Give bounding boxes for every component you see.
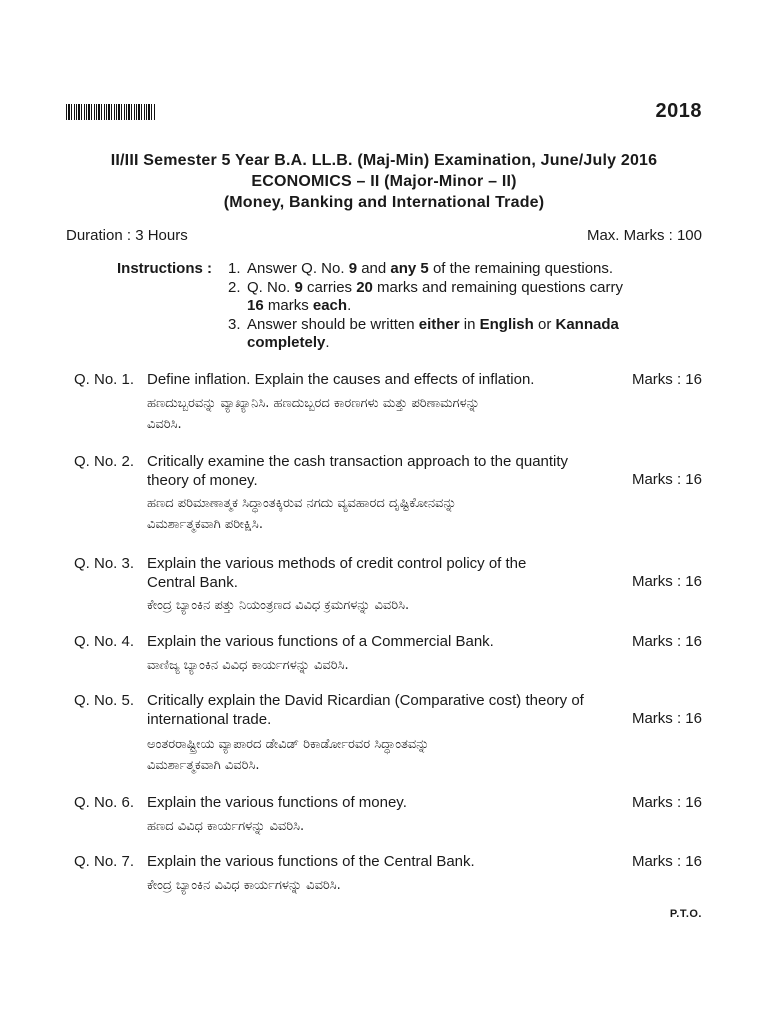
question-1: Q. No. 1. Define inflation. Explain the causes and effects of inflation. Marks : 16 ಹಣದುಬ್ಬರವನ್ನು ವ್ಯಾಖ್ಯಾನಿಸಿ. ಹಣದುಬ್ಬರದ ಕಾರಣಗಳು ಮತ್ತು ಪರಿಣಾಮಗಳನ್ನು ವಿವರಿಸಿ. [74,371,702,441]
question-6: Q. No. 6. Explain the various functions of money. Marks : 16 ಹಣದ ವಿವಿಧ ಕಾರ್ಯಗಳನ್ನು ವಿವರಿಸಿ. [74,794,702,844]
question-marks: Marks : 16 [631,794,702,811]
question-marks: Marks : 16 [631,371,702,388]
barcode-image [66,104,156,120]
instruction-item: 3. Answer should be written either in English or Kannada completely. [228,315,619,351]
question-text-kannada: ಹಣದ ವಿವಿಧ ಕಾರ್ಯಗಳನ್ನು ವಿವರಿಸಿ. [147,819,305,834]
paper-code: 2018 [655,100,702,122]
subject-title: ECONOMICS – II (Major-Minor – II) [251,173,517,190]
question-5: Q. No. 5. Critically explain the David Ricardian (Comparative cost) theory of international trade. Marks : 16 ಅಂತರರಾಷ್ಟ್ರೀಯ ವ್ಯಾಪಾರದ ಡೇವಿಡ್ ರಿಕಾರ್ಡೋರವರ ಸಿದ್ಧಾಂತವನ್ನು ವಿಮರ್ಶಾತ್ಮಕವಾಗಿ ವಿವರಿಸಿ. [74,692,702,784]
question-text-kannada: ವಾಣಿಜ್ಯ ಬ್ಯಾಂಕಿನ ವಿವಿಧ ಕಾರ್ಯಗಳನ್ನು ವಿವರಿಸಿ. [147,658,349,673]
max-marks: Max. Marks : 100 [586,227,702,244]
question-text-kannada: ಕೇಂದ್ರ ಬ್ಯಾಂಕಿನ ಪತ್ತು ನಿಯಂತ್ರಣದ ವಿವಿಧ ಕ್ರಮಗಳನ್ನು ವಿವರಿಸಿ. [147,598,410,613]
question-3: Q. No. 3. Explain the various methods of credit control policy of the Central Bank. Marks : 16 ಕೇಂದ್ರ ಬ್ಯಾಂಕಿನ ಪತ್ತು ನಿಯಂತ್ರಣದ ವಿವಿಧ ಕ್ರಮಗಳನ್ನು ವಿವರಿಸಿ. [74,555,702,625]
question-4: Q. No. 4. Explain the various functions of a Commercial Bank. Marks : 16 ವಾಣಿಜ್ಯ ಬ್ಯಾಂಕಿನ ವಿವಿಧ ಕಾರ್ಯಗಳನ್ನು ವಿವರಿಸಿ. [74,633,702,683]
pto-label: P.T.O. [669,908,702,920]
question-text: Explain the various functions of the Central Bank. [147,853,475,870]
question-marks: Marks : 16 [631,573,702,590]
question-marks: Marks : 16 [631,633,702,650]
exam-heading [0,150,768,213]
question-text-kannada: ಕೇಂದ್ರ ಬ್ಯಾಂಕಿನ ವಿವಿಧ ಕಾರ್ಯಗಳನ್ನು ವಿವರಿಸಿ. [147,878,341,893]
question-marks: Marks : 16 [631,853,702,870]
question-2: Q. No. 2. Critically examine the cash transaction approach to the quantity theory of money. Marks : 16 ಹಣದ ಪರಿಮಾಣಾತ್ಮಕ ಸಿದ್ಧಾಂತಕ್ಕಿರುವ ನಗದು ವ್ಯವಹಾರದ ದೃಷ್ಟಿಕೋನವನ್ನು ವಿಮರ್ಶಾತ್ಮಕವಾಗಿ ಪರೀಕ್ಷಿಸಿ. [74,453,702,543]
question-text: Explain the various methods of credit control policy of the Central Bank. [147,555,527,591]
duration: Duration : 3 Hours [66,227,188,244]
question-text: Explain the various functions of a Commercial Bank. [147,633,494,650]
exam-title: II/III Semester 5 Year B.A. LL.B. (Maj-Min) Examination, June/July 2016 [110,152,658,169]
question-text: Critically explain the David Ricardian (Comparative cost) theory of international trade. [147,692,584,728]
question-marks: Marks : 16 [631,471,702,488]
question-text: Define inflation. Explain the causes and effects of inflation. [147,371,535,388]
question-marks: Marks : 16 [631,710,702,727]
instructions-label: Instructions : [117,260,213,277]
question-text: Critically examine the cash transaction approach to the quantity theory of money. [147,453,569,489]
instructions-list [228,260,678,353]
question-text-kannada: ಹಣದುಬ್ಬರವನ್ನು ವ್ಯಾಖ್ಯಾನಿಸಿ. ಹಣದುಬ್ಬರದ ಕಾರಣಗಳು ಮತ್ತು ಪರಿಣಾಮಗಳನ್ನು ವಿವರಿಸಿ. [147,396,480,432]
question-text-kannada: ಅಂತರರಾಷ್ಟ್ರೀಯ ವ್ಯಾಪಾರದ ಡೇವಿಡ್ ರಿಕಾರ್ಡೋರವರ ಸಿದ್ಧಾಂತವನ್ನು ವಿಮರ್ಶಾತ್ಮಕವಾಗಿ ವಿವರಿಸಿ. [147,737,430,773]
question-text-kannada: ಹಣದ ಪರಿಮಾಣಾತ್ಮಕ ಸಿದ್ಧಾಂತಕ್ಕಿರುವ ನಗದು ವ್ಯವಹಾರದ ದೃಷ್ಟಿಕೋನವನ್ನು ವಿಮರ್ಶಾತ್ಮಕವಾಗಿ ಪರೀಕ್ಷಿಸಿ. [147,496,457,532]
paper-subtitle: (Money, Banking and International Trade) [223,194,545,211]
instruction-item: 1. Answer Q. No. 9 and any 5 of the remaining questions. [228,260,614,277]
question-7: Q. No. 7. Explain the various functions of the Central Bank. Marks : 16 ಕೇಂದ್ರ ಬ್ಯಾಂಕಿನ ವಿವಿಧ ಕಾರ್ಯಗಳನ್ನು ವಿವರಿಸಿ. [74,853,702,903]
question-text: Explain the various functions of money. [147,794,407,811]
instruction-item: 2. Q. No. 9 carries 20 marks and remaining questions carry 16 marks each. [228,278,623,314]
